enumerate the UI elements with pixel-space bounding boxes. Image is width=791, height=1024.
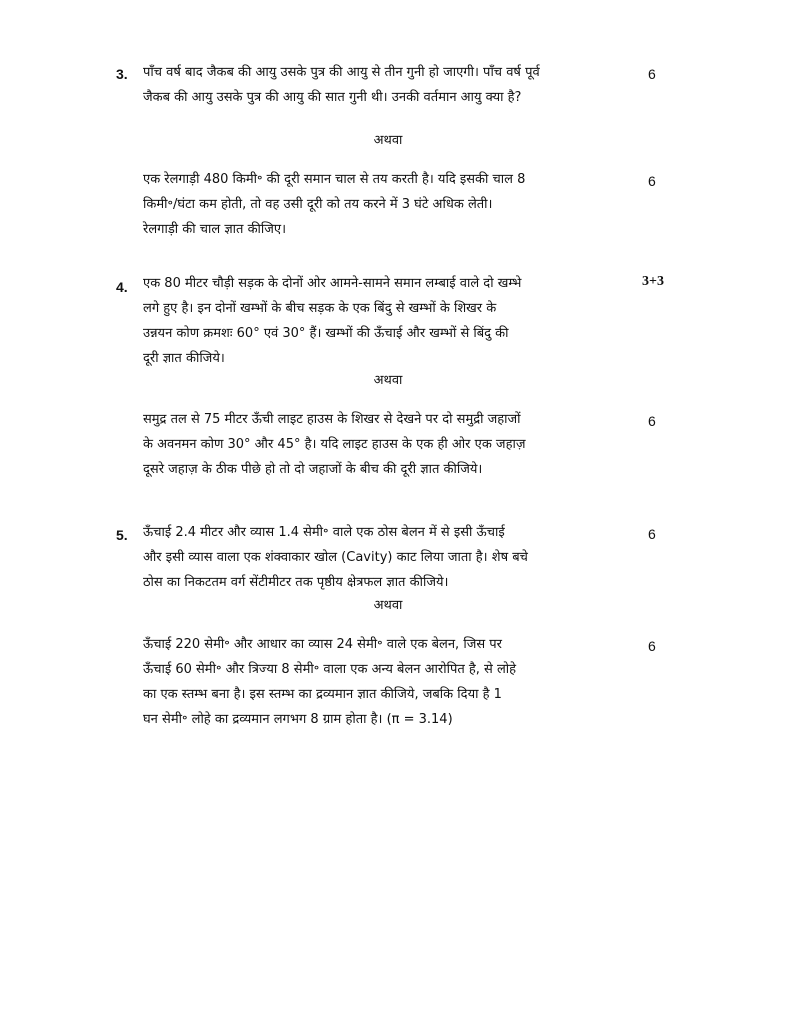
question-3-alt-line: एक रेलगाड़ी 480 किमी॰ की दूरी समान चाल से तय करती है। यदि इसकी चाल 8 [143,172,526,187]
question-4-line: एक 80 मीटर चौड़ी सड़क के दोनों ओर आमने-सामने समान लम्बाई वाले दो खम्भे [143,276,522,291]
question-4-line: उन्नयन कोण क्रमशः 60° एवं 30° हैं। खम्भों की ऊँचाई और खम्भों से बिंदु की [143,326,509,341]
question-number-3: 3. [116,66,128,82]
question-5-alt-line: का एक स्तम्भ बना है। इस स्तम्भ का द्रव्यमान ज्ञात कीजिये, जबकि दिया है 1 [143,687,502,702]
question-5-line: और इसी व्यास वाला एक शंक्वाकार खोल (Cavity) काट लिया जाता है। शेष बचे [143,550,528,565]
or-separator-5: अथवा [373,598,403,613]
question-3-marks: 6 [648,66,656,82]
question-5-alt-line: ऊँचाई 220 सेमी॰ और आधार का व्यास 24 सेमी॰ वाले एक बेलन, जिस पर [143,637,502,652]
or-separator-3: अथवा [373,133,403,148]
question-5-text [143,520,633,595]
question-3-text [143,60,633,110]
question-4-line: लगे हुए है। इन दोनों खम्भों के बीच सड़क के एक बिंदु से खम्भों के शिखर के [143,301,497,316]
question-5-line: ठोस का निकटतम वर्ग सेंटीमीटर तक पृष्ठीय क्षेत्रफल ज्ञात कीजिये। [143,575,449,590]
question-4-alt-line: के अवनमन कोण 30° और 45° है। यदि लाइट हाउस के एक ही ओर एक जहाज़ [143,437,526,452]
question-5-alt-line: ऊँचाई 60 सेमी॰ और त्रिज्या 8 सेमी॰ वाला एक अन्य बेलन आरोपित है, से लोहे [143,662,517,677]
question-4-alt-marks: 6 [648,413,656,429]
question-5-alt-line: घन सेमी॰ लोहे का द्रव्यमान लगभग 8 ग्राम होता है। (π = 3.14) [143,712,453,727]
question-number-4: 4. [116,279,128,295]
question-3-line: पाँच वर्ष बाद जैकब की आयु उसके पुत्र की आयु से तीन गुनी हो जाएगी। पाँच वर्ष पूर्व [143,65,540,80]
question-3-alt-marks: 6 [648,173,656,189]
question-number-5: 5. [116,527,128,543]
question-3-alt-line: किमी॰/घंटा कम होती, तो वह उसी दूरी को तय करने में 3 घंटे अधिक लेती। [143,197,493,212]
question-3-alt-text [143,167,633,242]
question-4-alt-line: दूसरे जहाज़ के ठीक पीछे हो तो दो जहाजों के बीच की दूरी ज्ञात कीजिये। [143,462,483,477]
question-5-marks: 6 [648,526,656,542]
question-3-line: जैकब की आयु उसके पुत्र की आयु की सात गुनी थी। उनकी वर्तमान आयु क्या है? [143,90,522,105]
question-4-alt-text [143,407,633,482]
question-4-line: दूरी ज्ञात कीजिये। [143,351,225,366]
question-5-alt-text [143,632,633,732]
question-5-alt-marks: 6 [648,638,656,654]
question-4-alt-line: समुद्र तल से 75 मीटर ऊँची लाइट हाउस के शिखर से देखने पर दो समुद्री जहाजों [143,412,521,427]
or-separator-4: अथवा [373,373,403,388]
question-3-alt-line: रेलगाड़ी की चाल ज्ञात कीजिए। [143,222,287,237]
question-4-marks: 3+3 [642,274,664,289]
question-4-text [143,271,633,371]
question-5-line: ऊँचाई 2.4 मीटर और व्यास 1.4 सेमी॰ वाले एक ठोस बेलन में से इसी ऊँचाई [143,525,505,540]
